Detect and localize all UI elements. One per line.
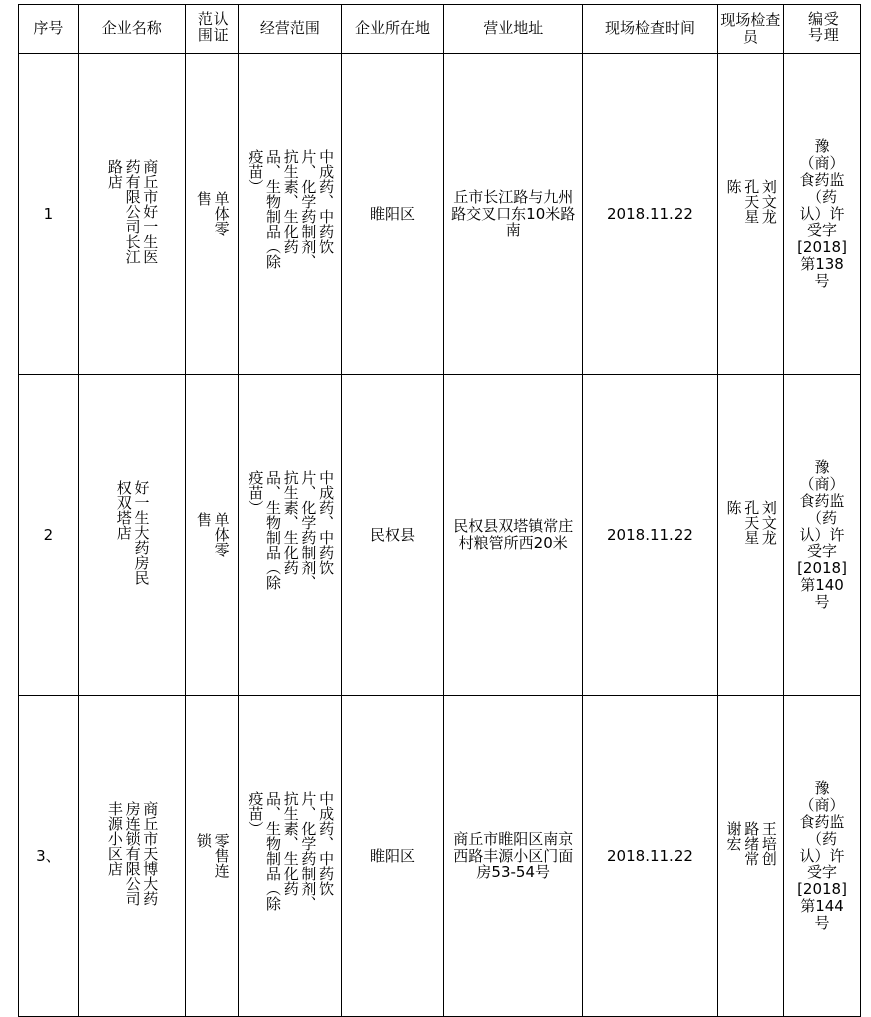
accept-line: [2018]	[797, 880, 847, 899]
cell-accept-no	[784, 375, 861, 696]
company-name-text: 商丘市天博大药房连锁有限公司丰源小区店	[105, 801, 160, 906]
accept-line: 认）许	[799, 846, 845, 865]
header-cell-inspector	[717, 5, 783, 54]
accept-line: 第140	[800, 575, 844, 594]
inspector-text: 刘文龙 孔天星 陈	[724, 500, 778, 545]
accept-line: （药	[807, 508, 838, 527]
accept-line: [2018]	[797, 559, 847, 578]
cell-inspector	[717, 54, 783, 375]
business-scope-text: 中成药、中药饮片、化学药制剂、抗生素、生化药品、生物制品（除疫苗）	[246, 470, 336, 590]
cell-location: 民权县	[341, 375, 444, 696]
header-cell-accept	[784, 5, 861, 54]
cell-no: 3、	[19, 696, 79, 1017]
cell-cert	[185, 54, 238, 375]
accept-line: 豫	[814, 137, 830, 156]
cell-cert	[185, 375, 238, 696]
inspection-table	[18, 4, 861, 1017]
company-name-text: 商丘市好一生医药有限公司长江路店	[105, 159, 160, 264]
cell-address: 民权县双塔镇常庄村粮管所西20米	[444, 375, 583, 696]
header-label-inspector: 现场检查员	[720, 10, 781, 46]
cell-no: 1	[19, 54, 79, 375]
header-row	[19, 5, 861, 54]
table-body	[19, 54, 861, 1017]
cert-scope-text: 单体零售	[194, 512, 231, 557]
table-row	[19, 696, 861, 1017]
cell-name	[78, 375, 185, 696]
cell-name	[78, 696, 185, 1017]
accept-line: （商）	[799, 475, 845, 494]
header-label-scope: 经营范围	[259, 19, 320, 38]
table-header	[19, 5, 861, 54]
business-scope-text: 中成药、中药饮片、化学药制剂、抗生素、生化药品、生物制品（除疫苗）	[246, 149, 336, 269]
header-label-no: 序号	[33, 19, 64, 38]
cert-scope-text: 单体零售	[194, 191, 231, 236]
accept-line: （商）	[799, 154, 845, 173]
cell-time: 2018.11.22	[583, 54, 718, 375]
accept-line: 号	[814, 271, 830, 290]
accept-line: 第144	[800, 896, 844, 915]
cell-location: 睢阳区	[341, 696, 444, 1017]
inspector-text: 王培创 路绪常 谢宏	[724, 821, 778, 866]
accept-line: 第138	[800, 254, 844, 273]
cell-inspector	[717, 696, 783, 1017]
header-label-accept: 受理编号	[806, 11, 840, 44]
header-cell-cert	[185, 5, 238, 54]
header-cell-scope	[239, 5, 342, 54]
cell-inspector	[717, 375, 783, 696]
header-label-name: 企业名称	[101, 19, 162, 38]
cell-time: 2018.11.22	[583, 375, 718, 696]
accept-line: 食药监	[799, 813, 845, 831]
inspector-text: 刘文龙 孔天星 陈	[724, 179, 778, 224]
cell-name	[78, 54, 185, 375]
header-label-location: 企业所在地	[354, 19, 430, 38]
accept-line: 受字	[807, 863, 838, 882]
header-label-address: 营业地址	[483, 19, 544, 38]
cell-address: 商丘市睢阳区南京西路丰源小区门面房53-54号	[444, 696, 583, 1017]
cell-cert	[185, 696, 238, 1017]
cell-no: 2	[19, 375, 79, 696]
company-name-text: 好一生大药房民权双塔店	[114, 480, 151, 585]
accept-line: 认）许	[799, 525, 845, 544]
cell-location: 睢阳区	[341, 54, 444, 375]
cell-accept-no	[784, 54, 861, 375]
accept-line: 食药监	[799, 492, 845, 510]
accept-line: （药	[807, 829, 838, 848]
header-cell-time	[583, 5, 718, 54]
table-row	[19, 54, 861, 375]
cell-time: 2018.11.22	[583, 696, 718, 1017]
cell-scope	[239, 375, 342, 696]
cell-scope	[239, 696, 342, 1017]
cell-accept-no	[784, 696, 861, 1017]
accept-line: 号	[814, 592, 830, 611]
header-label-time: 现场检查时间	[604, 19, 695, 38]
accept-line: 食药监	[799, 171, 845, 189]
accept-line: [2018]	[797, 238, 847, 257]
accept-line: 受字	[807, 542, 838, 561]
table-row	[19, 375, 861, 696]
accept-line: （药	[807, 187, 838, 206]
accept-line: （商）	[799, 796, 845, 815]
accept-line: 受字	[807, 221, 838, 240]
cell-scope	[239, 54, 342, 375]
cell-address: 丘市长江路与九州路交叉口东10米路南	[444, 54, 583, 375]
header-cell-no	[19, 5, 79, 54]
cert-scope-text: 零售连锁	[194, 833, 231, 878]
accept-line: 号	[814, 913, 830, 932]
header-label-cert: 认证范围	[195, 11, 230, 44]
accept-line: 豫	[814, 779, 830, 798]
accept-line: 认）许	[799, 204, 845, 223]
business-scope-text: 中成药、中药饮片、化学药制剂、抗生素、生化药品、生物制品（除疫苗）	[246, 791, 336, 911]
header-cell-location	[341, 5, 444, 54]
header-cell-address	[444, 5, 583, 54]
accept-line: 豫	[814, 458, 830, 477]
header-cell-name	[78, 5, 185, 54]
